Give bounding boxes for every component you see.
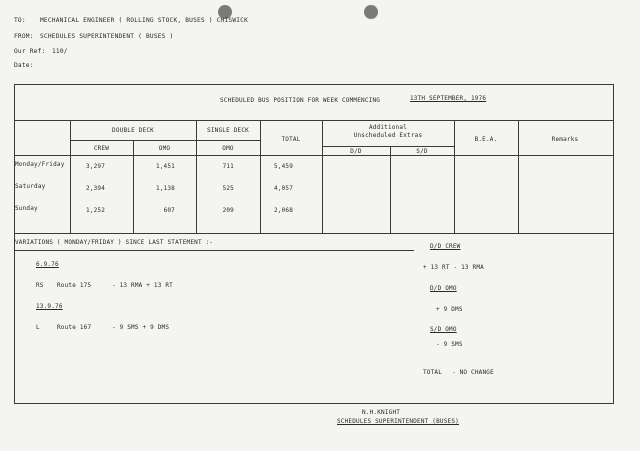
row-sd-omo: 711 <box>222 163 234 170</box>
header-additional-2: Unscheduled Extras <box>353 132 423 139</box>
header-dd-omo: OMO <box>158 145 171 152</box>
date-label: Date: <box>14 62 34 69</box>
variation-change-1: - 13 RMA + 13 RT <box>112 282 173 289</box>
column-header-rule <box>14 155 613 156</box>
summary-dd-crew-value: + 13 RT - 13 RMA <box>423 264 484 271</box>
row-dd-omo: 1,451 <box>155 163 175 170</box>
row-total: 4,057 <box>274 185 294 192</box>
row-sd-omo: 209 <box>222 207 234 214</box>
table-title: SCHEDULED BUS POSITION FOR WEEK COMMENCING <box>220 97 381 104</box>
variation-route-2: Route 167 <box>57 324 92 331</box>
summary-dd-omo-label: D/D OMO <box>430 285 457 292</box>
row-total: 2,068 <box>274 207 294 214</box>
variation-garage-1: RS <box>36 282 44 289</box>
ref-label: Our Ref: <box>14 48 46 55</box>
header-total: TOTAL <box>281 136 301 143</box>
row-day: Saturday <box>15 183 46 190</box>
summary-sd-omo-value: - 9 SMS <box>436 341 463 348</box>
subheader-rule-extras <box>322 146 454 147</box>
variations-rule <box>14 250 414 251</box>
row-day: Monday/Friday <box>15 161 65 168</box>
summary-dd-omo-value: + 9 DMS <box>436 306 463 313</box>
row-crew: 2,394 <box>86 185 106 192</box>
from-label: FROM: <box>14 33 34 40</box>
subheader-rule-sd <box>196 140 260 141</box>
row-day: Sunday <box>15 205 38 212</box>
variation-date-1: 6.9.76 <box>36 261 59 268</box>
row-crew: 3,297 <box>86 163 106 170</box>
signature-name: N.H.KNIGHT <box>362 409 401 416</box>
summary-dd-crew-label: D/D CREW <box>430 243 461 250</box>
row-crew: 1,252 <box>86 207 106 214</box>
col-divider-3 <box>196 120 197 234</box>
row-total: 5,459 <box>274 163 294 170</box>
table-title-date: 13TH SEPTEMBER, 1976 <box>410 95 487 102</box>
to-label: TO: <box>14 17 26 24</box>
header-sd: S/D <box>416 148 428 155</box>
col-divider-6 <box>390 146 391 234</box>
signature-title: SCHEDULES SUPERINTENDENT (BUSES) <box>337 418 459 425</box>
row-dd-omo: 607 <box>163 207 175 214</box>
ref-value: 110/ <box>52 48 68 55</box>
header-single-deck: SINGLE DECK <box>207 127 249 134</box>
header-bea: B.E.A. <box>474 136 498 143</box>
variation-change-2: - 9 SMS + 9 DMS <box>112 324 170 331</box>
row-sd-omo: 525 <box>222 185 234 192</box>
header-sd-omo: OMO <box>222 145 234 152</box>
to-value: MECHANICAL ENGINEER ( ROLLING STOCK, BUSES ) CHISWICK <box>40 17 249 24</box>
summary-sd-omo-label: S/D OMO <box>430 326 457 333</box>
from-value: SCHEDULES SUPERINTENDENT ( BUSES ) <box>40 33 174 40</box>
variation-garage-2: L <box>36 324 40 331</box>
header-remarks: Remarks <box>551 136 579 143</box>
header-double-deck: DOUBLE DECK <box>112 127 154 134</box>
header-crew: CREW <box>93 145 110 152</box>
table-top-rule <box>14 120 613 121</box>
header-additional-1: Additional <box>368 124 408 131</box>
header-dd: D/D <box>350 148 362 155</box>
variation-route-1: Route 175 <box>57 282 92 289</box>
variations-heading: VARIATIONS ( MONDAY/FRIDAY ) SINCE LAST STATEMENT :- <box>15 239 214 246</box>
variation-date-2: 13.9.76 <box>36 303 63 310</box>
summary-total-label: TOTAL <box>423 369 443 376</box>
punch-hole-right <box>364 5 378 19</box>
col-divider-1 <box>70 120 71 234</box>
summary-total-value: - NO CHANGE <box>452 369 494 376</box>
table-bottom-rule <box>14 233 613 234</box>
row-dd-omo: 1,138 <box>155 185 175 192</box>
